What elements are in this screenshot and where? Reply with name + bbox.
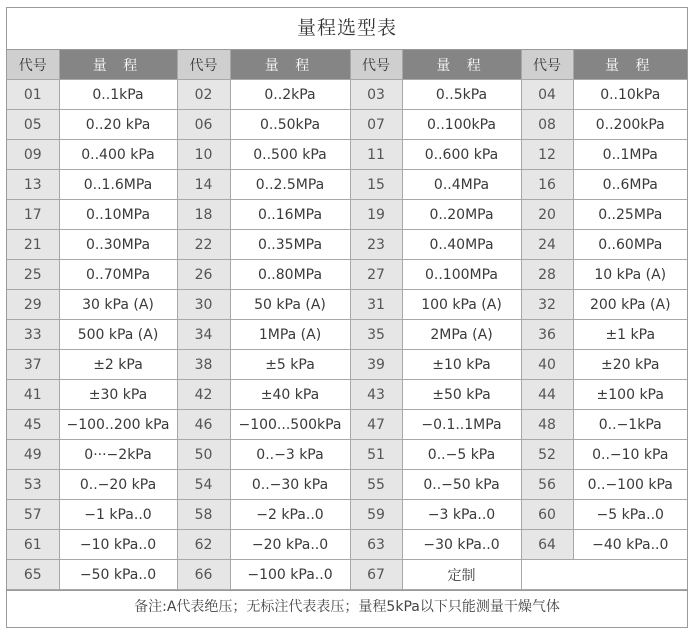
code-cell: 30 (177, 290, 230, 320)
range-cell: 0..−5 kPa (402, 440, 521, 470)
range-cell: 50 kPa (A) (230, 290, 350, 320)
range-cell: 0..100kPa (402, 110, 521, 140)
code-cell: 37 (7, 350, 59, 380)
range-cell: −100...500kPa (230, 410, 350, 440)
code-cell: 04 (521, 80, 573, 110)
code-cell: 11 (350, 140, 402, 170)
range-table (7, 50, 687, 590)
code-cell: 52 (521, 440, 573, 470)
range-cell: 1MPa (A) (230, 320, 350, 350)
range-cell: 0..100MPa (402, 260, 521, 290)
range-header: 量 程 (573, 50, 687, 80)
range-cell: 0..6MPa (573, 170, 687, 200)
code-cell: 56 (521, 470, 573, 500)
code-cell: 06 (177, 110, 230, 140)
code-cell: 57 (7, 500, 59, 530)
range-cell: −3 kPa..0 (402, 500, 521, 530)
code-cell: 19 (350, 200, 402, 230)
range-cell: 0..70MPa (59, 260, 177, 290)
code-cell: 60 (521, 500, 573, 530)
range-cell: 200 kPa (A) (573, 290, 687, 320)
table-row (7, 410, 687, 440)
code-header: 代号 (177, 50, 230, 80)
code-cell: 63 (350, 530, 402, 560)
range-cell: −100 kPa..0 (230, 560, 350, 590)
code-cell: 44 (521, 380, 573, 410)
header-row (7, 50, 687, 80)
range-cell: 100 kPa (A) (402, 290, 521, 320)
range-cell: 0..60MPa (573, 230, 687, 260)
table-row (7, 140, 687, 170)
range-cell: ±1 kPa (573, 320, 687, 350)
code-cell: 50 (177, 440, 230, 470)
code-cell: 49 (7, 440, 59, 470)
range-table-body (7, 80, 687, 590)
range-cell: ±5 kPa (230, 350, 350, 380)
table-row (7, 320, 687, 350)
range-cell: 0..1kPa (59, 80, 177, 110)
code-cell: 08 (521, 110, 573, 140)
code-cell: 33 (7, 320, 59, 350)
code-cell: 17 (7, 200, 59, 230)
code-cell: 05 (7, 110, 59, 140)
code-cell: 39 (350, 350, 402, 380)
code-cell: 40 (521, 350, 573, 380)
code-cell: 14 (177, 170, 230, 200)
range-cell: 0..10kPa (573, 80, 687, 110)
range-cell: 0..1.6MPa (59, 170, 177, 200)
range-cell: 0..500 kPa (230, 140, 350, 170)
range-cell: 0..200kPa (573, 110, 687, 140)
code-cell: 20 (521, 200, 573, 230)
code-cell: 36 (521, 320, 573, 350)
code-cell: 41 (7, 380, 59, 410)
range-cell: 0..5kPa (402, 80, 521, 110)
code-cell: 34 (177, 320, 230, 350)
code-cell: 02 (177, 80, 230, 110)
range-cell: 0..16MPa (230, 200, 350, 230)
range-cell: −0.1..1MPa (402, 410, 521, 440)
range-cell: −10 kPa..0 (59, 530, 177, 560)
range-cell: 定制 (402, 560, 521, 590)
range-cell: 0..35MPa (230, 230, 350, 260)
range-cell: 10 kPa (A) (573, 260, 687, 290)
range-cell: −2 kPa..0 (230, 500, 350, 530)
code-cell: 03 (350, 80, 402, 110)
code-cell: 42 (177, 380, 230, 410)
table-row (7, 560, 687, 590)
code-cell: 15 (350, 170, 402, 200)
code-cell: 26 (177, 260, 230, 290)
code-cell: 16 (521, 170, 573, 200)
table-row (7, 80, 687, 110)
range-cell: −1 kPa..0 (59, 500, 177, 530)
range-cell: 0..4MPa (402, 170, 521, 200)
range-header: 量 程 (402, 50, 521, 80)
range-cell: 0..−50 kPa (402, 470, 521, 500)
code-cell: 46 (177, 410, 230, 440)
range-header: 量 程 (59, 50, 177, 80)
range-cell: ±20 kPa (573, 350, 687, 380)
range-cell: −40 kPa..0 (573, 530, 687, 560)
code-cell: 28 (521, 260, 573, 290)
range-cell: −20 kPa..0 (230, 530, 350, 560)
code-header: 代号 (521, 50, 573, 80)
empty-cell (521, 560, 687, 590)
range-cell: 0..−1kPa (573, 410, 687, 440)
table-title: 量程选型表 (7, 8, 687, 50)
code-cell: 48 (521, 410, 573, 440)
range-cell: 0..−3 kPa (230, 440, 350, 470)
range-cell: 0..20MPa (402, 200, 521, 230)
range-cell: 0..1MPa (573, 140, 687, 170)
table-row (7, 530, 687, 560)
range-cell: ±50 kPa (402, 380, 521, 410)
table-row (7, 500, 687, 530)
range-cell: 0..80MPa (230, 260, 350, 290)
range-cell: 0..−10 kPa (573, 440, 687, 470)
code-header: 代号 (350, 50, 402, 80)
code-cell: 64 (521, 530, 573, 560)
range-cell: 0..−100 kPa (573, 470, 687, 500)
code-cell: 22 (177, 230, 230, 260)
footnote: 备注:A代表绝压；无标注代表表压；量程5kPa以下只能测量干燥气体 (7, 590, 687, 624)
code-cell: 31 (350, 290, 402, 320)
code-cell: 53 (7, 470, 59, 500)
range-cell: 0..−30 kPa (230, 470, 350, 500)
code-cell: 51 (350, 440, 402, 470)
code-header: 代号 (7, 50, 59, 80)
range-cell: 0..50kPa (230, 110, 350, 140)
range-cell: 0···−2kPa (59, 440, 177, 470)
code-cell: 09 (7, 140, 59, 170)
range-cell: 0..−20 kPa (59, 470, 177, 500)
range-cell: ±2 kPa (59, 350, 177, 380)
range-cell: 500 kPa (A) (59, 320, 177, 350)
range-cell: 0..40MPa (402, 230, 521, 260)
table-row (7, 290, 687, 320)
range-cell: ±30 kPa (59, 380, 177, 410)
code-cell: 58 (177, 500, 230, 530)
range-cell: ±100 kPa (573, 380, 687, 410)
code-cell: 62 (177, 530, 230, 560)
range-header: 量 程 (230, 50, 350, 80)
code-cell: 25 (7, 260, 59, 290)
range-cell: 2MPa (A) (402, 320, 521, 350)
range-cell: −50 kPa..0 (59, 560, 177, 590)
code-cell: 66 (177, 560, 230, 590)
range-cell: 0..20 kPa (59, 110, 177, 140)
table-row (7, 170, 687, 200)
code-cell: 45 (7, 410, 59, 440)
code-cell: 21 (7, 230, 59, 260)
table-row (7, 380, 687, 410)
range-cell: 0..25MPa (573, 200, 687, 230)
table-row (7, 470, 687, 500)
code-cell: 35 (350, 320, 402, 350)
range-cell: 0..10MPa (59, 200, 177, 230)
range-cell: 0..30MPa (59, 230, 177, 260)
code-cell: 55 (350, 470, 402, 500)
range-cell: −5 kPa..0 (573, 500, 687, 530)
code-cell: 61 (7, 530, 59, 560)
range-cell: 0..400 kPa (59, 140, 177, 170)
code-cell: 67 (350, 560, 402, 590)
range-cell: 0..2kPa (230, 80, 350, 110)
code-cell: 59 (350, 500, 402, 530)
range-cell: 0..2.5MPa (230, 170, 350, 200)
table-row (7, 260, 687, 290)
code-cell: 23 (350, 230, 402, 260)
range-cell: 30 kPa (A) (59, 290, 177, 320)
code-cell: 38 (177, 350, 230, 380)
range-cell: ±40 kPa (230, 380, 350, 410)
code-cell: 13 (7, 170, 59, 200)
range-cell: −100..200 kPa (59, 410, 177, 440)
code-cell: 01 (7, 80, 59, 110)
table-row (7, 350, 687, 380)
code-cell: 29 (7, 290, 59, 320)
code-cell: 54 (177, 470, 230, 500)
range-cell: ±10 kPa (402, 350, 521, 380)
table-row (7, 440, 687, 470)
range-cell: −30 kPa..0 (402, 530, 521, 560)
code-cell: 07 (350, 110, 402, 140)
range-selection-sheet (6, 7, 688, 628)
code-cell: 27 (350, 260, 402, 290)
code-cell: 24 (521, 230, 573, 260)
code-cell: 47 (350, 410, 402, 440)
range-cell: 0..600 kPa (402, 140, 521, 170)
code-cell: 12 (521, 140, 573, 170)
code-cell: 32 (521, 290, 573, 320)
code-cell: 43 (350, 380, 402, 410)
table-row (7, 110, 687, 140)
code-cell: 65 (7, 560, 59, 590)
code-cell: 10 (177, 140, 230, 170)
table-row (7, 230, 687, 260)
code-cell: 18 (177, 200, 230, 230)
table-row (7, 200, 687, 230)
